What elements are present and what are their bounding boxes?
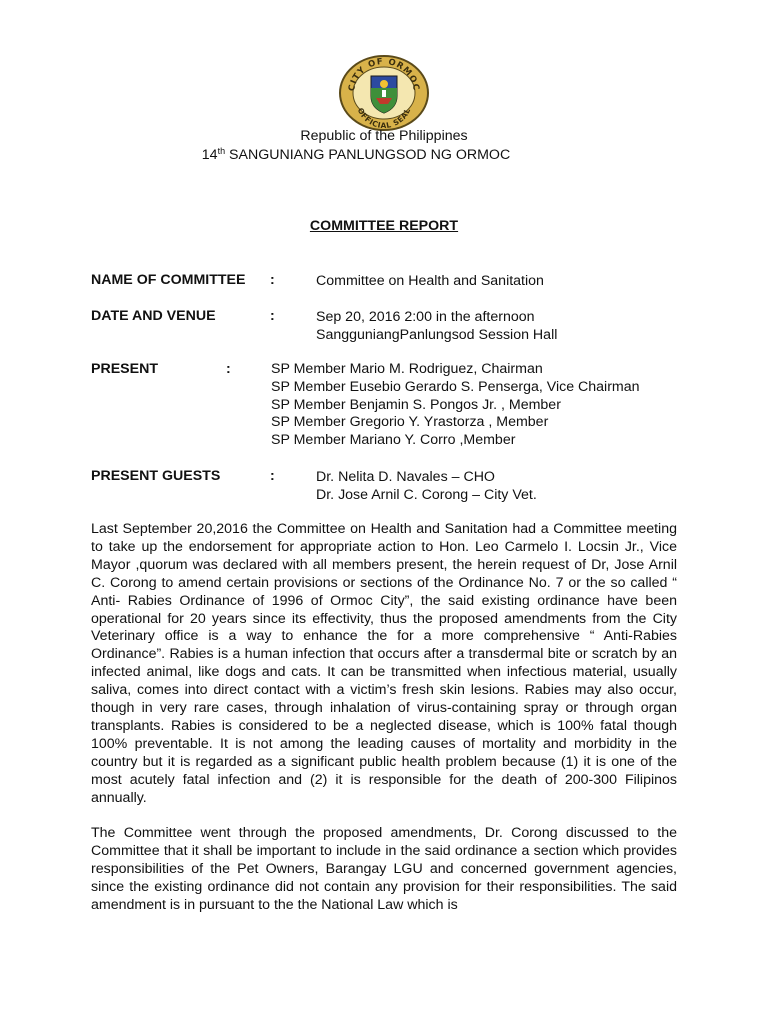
guest-line: Dr. Nelita D. Navales – CHO xyxy=(316,469,495,485)
present-label: PRESENT xyxy=(91,361,159,377)
svg-text:OFFICIAL SEAL: OFFICIAL SEAL xyxy=(355,106,413,131)
council-line: 14th SANGUNIANG PANLUNGSOD NG ORMOC xyxy=(201,146,511,163)
committee-colon: : xyxy=(270,272,275,288)
body-paragraph: The Committee went through the proposed amendments, Dr. Corong discussed to the Committee that it shall be important to include in the said ordinance a section which provides responsibilities of the Pet Owners, Barangay LGU and concerned government agencies, since the existing ordinance did not contain any provision for their responsibilities. The said amendment is in pursuant to the the National Law which is xyxy=(91,825,677,913)
svg-text:CITY OF ORMOC: CITY OF ORMOC xyxy=(347,56,421,93)
venue-value: SangguniangPanlungsod Session Hall xyxy=(316,327,558,343)
present-colon: : xyxy=(226,361,231,377)
member-line: SP Member Mariano Y. Corro ,Member xyxy=(271,432,516,448)
body-paragraph: Last September 20,2016 the Committee on Health and Sanitation had a Committee meeting to take up the endorsement for appropriate action to Hon. Leo Carmelo I. Locsin Jr., Vice Mayor ,quorum was declared with all members present, the herein request of Dr, Jose Arnil C. Corong to amend certain provisions or sections of the Ordinance No. 7 or the so called “ Anti- Rabies Ordinance of 1996 of Ormoc City”, the said existing ordinance have been operational for 20 years since its effectivity, thus the proposed amendments from the City Veterinary office is a way to enhance the for a more comprehensive “ Anti-Rabies Ordinance”. Rabies is a human infection that occurs after a transdermal bite or scratch by an infected animal, like dogs and cats. It can be transmitted when infectious material, usually saliva, comes into direct contact with a victim’s fresh skin lesions. Rabies may also occur, though in very rare cases, through inhalation of virus-containing spray or through organ transplants. Rabies is considered to be a neglected disease, which is 100% fatal though 100% preventable. It is not among the leading causes of mortality and morbidity in the country but it is regarded as a significant public health problem because (1) it is one of the most acutely fatal infection and (2) it is responsible for the death of 200-300 Filipinos annually. xyxy=(91,521,677,806)
committee-value: Committee on Health and Sanitation xyxy=(316,273,544,289)
committee-label: NAME OF COMMITTEE xyxy=(91,272,246,288)
guests-colon: : xyxy=(270,468,275,484)
date-value: Sep 20, 2016 2:00 in the afternoon xyxy=(316,309,535,325)
member-line: SP Member Gregorio Y. Yrastorza , Member xyxy=(271,414,549,430)
date-venue-label: DATE AND VENUE xyxy=(91,308,216,324)
date-venue-colon: : xyxy=(270,308,275,324)
guest-line: Dr. Jose Arnil C. Corong – City Vet. xyxy=(316,487,537,503)
document-title: COMMITTEE REPORT xyxy=(309,218,459,234)
city-seal-logo xyxy=(338,54,430,132)
member-line: SP Member Benjamin S. Pongos Jr. , Member xyxy=(271,397,561,413)
guests-label: PRESENT GUESTS xyxy=(91,468,221,484)
member-line: SP Member Mario M. Rodriguez, Chairman xyxy=(271,361,543,377)
republic-line: Republic of the Philippines xyxy=(300,128,468,144)
member-line: SP Member Eusebio Gerardo S. Penserga, Vice Chairman xyxy=(271,379,640,395)
